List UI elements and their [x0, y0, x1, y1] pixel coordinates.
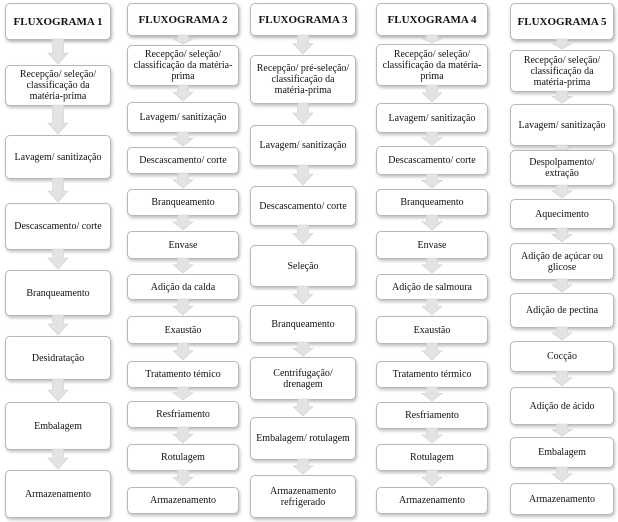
flowchart-4-step: Lavagem/ sanitização [376, 103, 488, 133]
flowchart-2-arrow [172, 387, 194, 400]
flowchart-2-arrow [172, 427, 194, 443]
flowchart-1-step: Lavagem/ sanitização [5, 135, 111, 179]
flowchart-3-step: Centrifugação/ drenagem [250, 357, 356, 400]
flowchart-3-step: Branqueamento [250, 305, 356, 343]
flowchart-1-step: Embalagem [5, 402, 111, 450]
flowchart-1-title: FLUXOGRAMA 1 [5, 3, 111, 40]
flowchart-4-step: Envase [376, 231, 488, 259]
flowchart-3-step: Lavagem/ sanitização [250, 125, 356, 166]
flowchart-5-step: Adição de pectina [510, 293, 614, 328]
flowchart-3-arrow [292, 35, 314, 54]
flowchart-3-step: Embalagem/ rotulagem [250, 417, 356, 460]
flowchart-2-arrow [172, 343, 194, 360]
flowchart-3-step: Descascamento/ corte [250, 186, 356, 226]
flowchart-2-arrow [172, 299, 194, 315]
flowchart-4-arrow [421, 387, 443, 401]
flowchart-1-arrow [47, 249, 69, 269]
flowchart-4-step: Branqueamento [376, 189, 488, 216]
flowchart-4-arrow [421, 428, 443, 443]
flowchart-2-arrow [172, 35, 194, 44]
flowchart-5-step: Cocção [510, 341, 614, 372]
flowchart-4-step: Resfriamento [376, 402, 488, 429]
flowchart-4-step: Descascamento/ corte [376, 146, 488, 175]
flowchart-3-arrow [292, 459, 314, 474]
flowchart-3-arrow [292, 103, 314, 124]
flowchart-2-step: Rotulagem [127, 444, 239, 471]
flowchart-3-step: Recepção/ pré-seleção/ classificação da matéria-prima [250, 55, 356, 104]
flowchart-5-arrow [551, 185, 573, 198]
flowchart-1-step: Recepção/ seleção/ classificação da matéria-prima [5, 65, 111, 106]
flowchart-2-step: Envase [127, 231, 239, 259]
flowchart-1-step: Branqueamento [5, 270, 111, 316]
flowchart-3-arrow [292, 399, 314, 416]
flowchart-4-title: FLUXOGRAMA 4 [376, 3, 488, 36]
flowchart-5-arrow [551, 327, 573, 340]
flowchart-2-arrow [172, 85, 194, 101]
flowchart-5-step: Adição de ácido [510, 387, 614, 425]
flowchart-5-step: Armazenamento [510, 483, 614, 515]
flowchart-2-step: Adição da calda [127, 274, 239, 300]
flowchart-1-arrow [47, 449, 69, 469]
flowchart-1-arrow [47, 178, 69, 202]
flowchart-2-arrow [172, 215, 194, 230]
flowchart-4-arrow [421, 299, 443, 315]
flowchart-5-step: Adição de açúcar ou glicose [510, 243, 614, 280]
flowchart-5-title: FLUXOGRAMA 5 [510, 3, 614, 40]
flowchart-4-arrow [421, 174, 443, 188]
flowchart-2-step: Branqueamento [127, 189, 239, 216]
flowchart-3-title: FLUXOGRAMA 3 [250, 3, 356, 36]
flowchart-5-step: Lavagem/ sanitização [510, 104, 614, 146]
flowchart-3-arrow [292, 342, 314, 356]
flowchart-5-arrow [551, 228, 573, 242]
flowchart-5-arrow [551, 279, 573, 292]
flowchart-4-arrow [421, 343, 443, 360]
flowchart-1-step: Descascamento/ corte [5, 203, 111, 250]
flowchart-5-arrow [551, 467, 573, 482]
flowchart-4-arrow [421, 215, 443, 230]
flowchart-4-step: Tratamento térmico [376, 361, 488, 388]
flowchart-4-arrow [421, 258, 443, 273]
flowchart-2-step: Exaustão [127, 316, 239, 344]
flowchart-5-arrow [551, 371, 573, 386]
flowchart-5-arrow [551, 39, 573, 49]
flowchart-1-step: Desidratação [5, 336, 111, 380]
flowchart-4-step: Adição de salmoura [376, 274, 488, 300]
flowchart-5-step: Embalagem [510, 437, 614, 468]
flowchart-3-step: Armazenamento refrigerado [250, 475, 356, 518]
flowchart-5-step: Despolpamento/ extração [510, 150, 614, 186]
flowchart-3-step: Seleção [250, 245, 356, 287]
flowchart-5-arrow [551, 91, 573, 103]
flowchart-2-arrow [172, 173, 194, 188]
flowchart-1-arrow [47, 105, 69, 134]
flowchart-2-step: Tratamento témico [127, 361, 239, 388]
flowchart-2-step: Resfriamento [127, 401, 239, 428]
flowchart-1-step: Armazenamento [5, 470, 111, 518]
flowchart-4-step: Armazenamento [376, 487, 488, 514]
flowchart-3-arrow [292, 286, 314, 304]
flowchart-2-title: FLUXOGRAMA 2 [127, 3, 239, 36]
flowchart-1-arrow [47, 315, 69, 335]
flowchart-4-arrow [421, 35, 443, 43]
flowchart-5-step: Aquecimento [510, 199, 614, 229]
flowchart-3-arrow [292, 225, 314, 244]
flowchart-2-step: Recepção/ seleção/ classificação da matéria-prima [127, 45, 239, 86]
flowchart-3-arrow [292, 165, 314, 185]
flowchart-2-arrow [172, 132, 194, 146]
flowchart-5-arrow [551, 424, 573, 436]
flowchart-4-arrow [421, 132, 443, 145]
flowchart-4-step: Rotulagem [376, 444, 488, 471]
flowchart-4-arrow [421, 85, 443, 102]
flowchart-2-step: Armazenamento [127, 487, 239, 514]
flowchart-5-step: Recepção/ seleção/ classificação da matéria-prima [510, 50, 614, 92]
flowchart-4-step: Exaustão [376, 316, 488, 344]
flowchart-1-arrow [47, 379, 69, 401]
flowchart-2-step: Lavagem/ sanitização [127, 102, 239, 133]
flowchart-2-step: Descascamento/ corte [127, 147, 239, 174]
flowchart-4-arrow [421, 470, 443, 486]
flowchart-2-arrow [172, 258, 194, 273]
flowchart-4-step: Recepção/ seleção/ classificação da matéria-prima [376, 44, 488, 86]
flowchart-1-arrow [47, 39, 69, 64]
flowchart-2-arrow [172, 470, 194, 486]
